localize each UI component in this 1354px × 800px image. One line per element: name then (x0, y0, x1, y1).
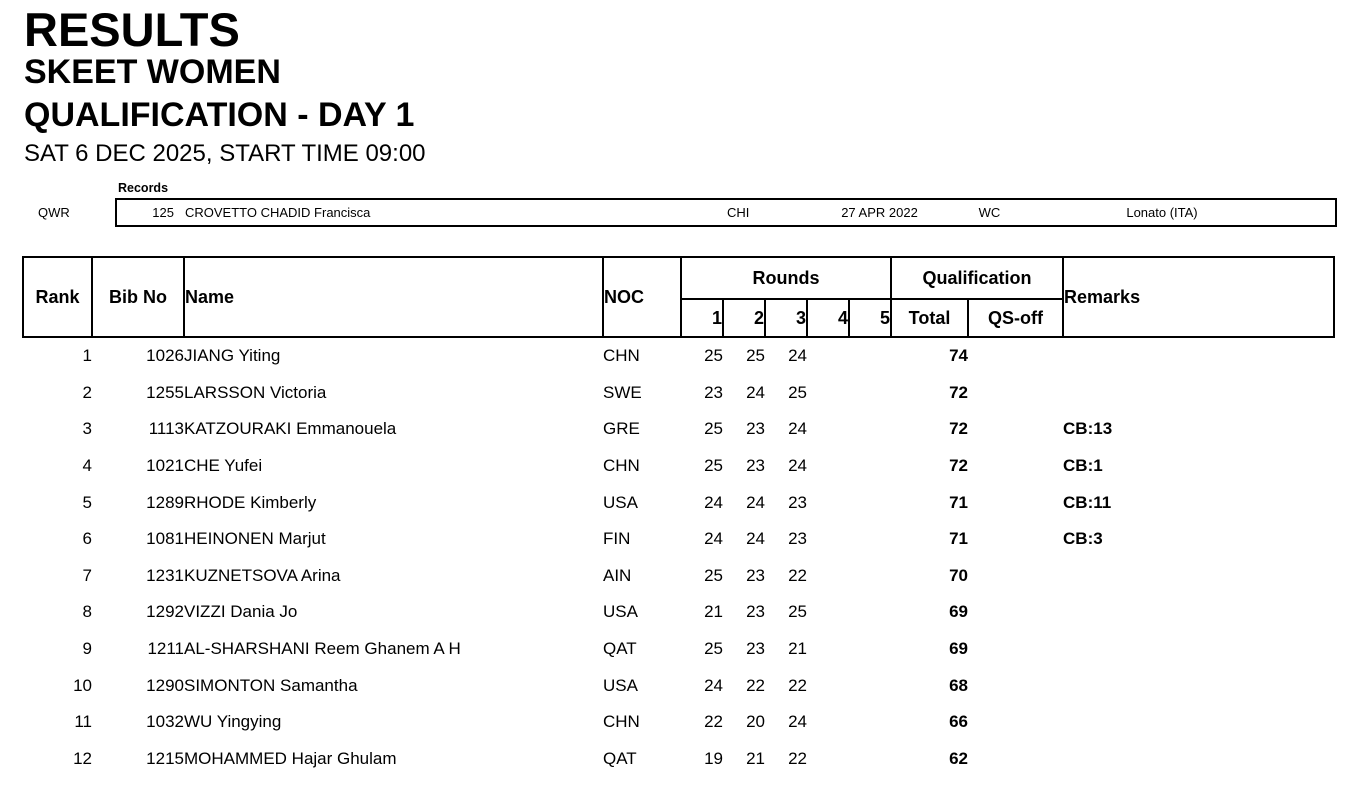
round-3-cell: 23 (788, 492, 807, 512)
column-header-noc: NOC (603, 257, 681, 337)
name-cell: CHE Yufei (184, 456, 263, 476)
results-table (22, 256, 1335, 777)
round-5-cell (849, 741, 891, 778)
round-4-cell (807, 704, 849, 741)
record-score: 125 (152, 205, 174, 220)
name-cell: WU Yingying (184, 712, 282, 732)
bib-cell: 1231 (146, 565, 184, 585)
round-3-cell: 23 (788, 529, 807, 549)
round-2-cell: 20 (746, 712, 765, 732)
page-title: RESULTS (24, 3, 240, 56)
round-5-cell (849, 558, 891, 595)
round-4-cell (807, 558, 849, 595)
round-5-cell (849, 411, 891, 448)
table-row (23, 448, 1334, 485)
round-4-cell (807, 521, 849, 558)
session-datetime: SAT 6 DEC 2025, START TIME 09:00 (24, 140, 426, 167)
column-header-total: Total (891, 299, 968, 337)
round-1-cell: 24 (704, 492, 723, 512)
table-row (23, 704, 1334, 741)
bib-cell: 1211 (147, 639, 184, 659)
total-cell: 72 (949, 382, 969, 402)
bib-cell: 1292 (146, 602, 184, 622)
round-3-cell: 22 (788, 675, 807, 695)
remarks-cell (1063, 337, 1334, 375)
name-cell: LARSSON Victoria (184, 382, 327, 402)
name-cell: KUZNETSOVA Arina (184, 565, 341, 585)
records-label: Records (118, 181, 169, 195)
qsoff-cell (968, 594, 1063, 631)
round-5-cell (849, 337, 891, 375)
record-row (115, 198, 1337, 227)
record-date: 27 APR 2022 (841, 205, 918, 220)
noc-cell: CHN (603, 712, 640, 732)
total-cell: 72 (949, 456, 969, 476)
noc-cell: CHN (603, 346, 640, 366)
rank-cell: 3 (82, 419, 92, 439)
round-3-cell: 25 (788, 602, 807, 622)
column-header-round-1: 1 (681, 299, 723, 337)
bib-cell: 1021 (146, 456, 184, 476)
table-row (23, 411, 1334, 448)
round-4-cell (807, 337, 849, 375)
bib-cell: 1290 (146, 675, 184, 695)
qsoff-cell (968, 484, 1063, 521)
total-cell: 66 (949, 712, 969, 732)
name-cell: RHODE Kimberly (184, 492, 317, 512)
round-5-cell (849, 448, 891, 485)
remarks-cell: CB:11 (1063, 492, 1112, 512)
record-competition: WC (978, 205, 1001, 220)
remarks-cell (1063, 704, 1334, 741)
round-3-cell: 24 (788, 456, 807, 476)
column-header-qsoff: QS-off (968, 299, 1063, 337)
column-group-qualification: Qualification (891, 257, 1063, 299)
column-header-remarks: Remarks (1063, 257, 1334, 337)
round-5-cell (849, 704, 891, 741)
rank-cell: 4 (82, 456, 92, 476)
round-3-cell: 24 (788, 712, 807, 732)
bib-cell: 1215 (146, 748, 184, 768)
table-row (23, 667, 1334, 704)
record-type-label: QWR (38, 205, 70, 220)
record-noc: CHI (727, 205, 750, 220)
bib-cell: 1255 (146, 382, 184, 402)
noc-cell: QAT (603, 748, 637, 768)
remarks-cell (1063, 667, 1334, 704)
table-row (23, 594, 1334, 631)
table-row (23, 558, 1334, 595)
bib-cell: 1113 (148, 419, 184, 439)
round-1-cell: 21 (704, 602, 723, 622)
table-row (23, 741, 1334, 778)
rank-cell: 8 (82, 602, 92, 622)
rank-cell: 7 (82, 565, 92, 585)
noc-cell: FIN (603, 529, 631, 549)
noc-cell: CHN (603, 456, 640, 476)
remarks-cell (1063, 558, 1334, 595)
qsoff-cell (968, 337, 1063, 375)
qsoff-cell (968, 558, 1063, 595)
round-2-cell: 23 (746, 602, 765, 622)
table-row (23, 484, 1334, 521)
rank-cell: 12 (73, 748, 92, 768)
round-4-cell (807, 594, 849, 631)
remarks-cell: CB:13 (1063, 419, 1113, 439)
rank-cell: 6 (82, 529, 92, 549)
round-3-cell: 25 (788, 382, 807, 402)
round-4-cell (807, 375, 849, 412)
total-cell: 70 (949, 565, 969, 585)
name-cell: AL-SHARSHANI Reem Ghanem A H (184, 639, 461, 659)
name-cell: HEINONEN Marjut (184, 529, 326, 549)
remarks-cell (1063, 594, 1334, 631)
qsoff-cell (968, 704, 1063, 741)
table-row (23, 521, 1334, 558)
round-1-cell: 25 (704, 456, 723, 476)
total-cell: 69 (949, 602, 969, 622)
column-header-round-4: 4 (807, 299, 849, 337)
rank-cell: 1 (82, 346, 92, 366)
round-4-cell (807, 484, 849, 521)
noc-cell: AIN (603, 565, 632, 585)
noc-cell: USA (603, 675, 638, 695)
round-1-cell: 25 (704, 565, 723, 585)
round-5-cell (849, 667, 891, 704)
round-5-cell (849, 631, 891, 668)
round-5-cell (849, 521, 891, 558)
event-title: SKEET WOMEN (24, 53, 281, 91)
round-1-cell: 23 (704, 382, 723, 402)
bib-cell: 1081 (146, 529, 184, 549)
round-4-cell (807, 631, 849, 668)
bib-cell: 1026 (146, 346, 184, 366)
noc-cell: GRE (603, 419, 640, 439)
round-4-cell (807, 448, 849, 485)
remarks-cell (1063, 375, 1334, 412)
name-cell: SIMONTON Samantha (184, 675, 358, 695)
remarks-cell (1063, 741, 1334, 778)
rank-cell: 9 (82, 639, 92, 659)
qsoff-cell (968, 375, 1063, 412)
total-cell: 69 (949, 639, 969, 659)
round-2-cell: 21 (746, 748, 765, 768)
column-header-rank: Rank (23, 257, 92, 337)
column-header-round-5: 5 (849, 299, 891, 337)
bib-cell: 1289 (146, 492, 184, 512)
results-body (23, 337, 1334, 777)
total-cell: 71 (949, 492, 969, 512)
remarks-cell: CB:1 (1063, 456, 1103, 476)
column-group-rounds: Rounds (681, 257, 891, 299)
rank-cell: 2 (82, 382, 92, 402)
table-row (23, 631, 1334, 668)
noc-cell: QAT (603, 639, 637, 659)
total-cell: 72 (949, 419, 969, 439)
round-1-cell: 25 (704, 346, 723, 366)
round-3-cell: 22 (788, 748, 807, 768)
round-1-cell: 19 (704, 748, 723, 768)
total-cell: 68 (949, 675, 969, 695)
column-header-name: Name (184, 257, 603, 337)
stage-title: QUALIFICATION - DAY 1 (24, 96, 415, 134)
total-cell: 74 (949, 346, 969, 366)
name-cell: JIANG Yiting (184, 346, 281, 366)
column-header-bib: Bib No (92, 257, 184, 337)
round-4-cell (807, 411, 849, 448)
rank-cell: 11 (74, 712, 92, 732)
round-3-cell: 24 (788, 419, 807, 439)
qsoff-cell (968, 448, 1063, 485)
column-header-round-2: 2 (723, 299, 765, 337)
round-1-cell: 22 (704, 712, 723, 732)
qsoff-cell (968, 741, 1063, 778)
bib-cell: 1032 (146, 712, 184, 732)
qsoff-cell (968, 521, 1063, 558)
total-cell: 71 (949, 529, 969, 549)
column-header-round-3: 3 (765, 299, 807, 337)
round-2-cell: 24 (746, 529, 765, 549)
round-2-cell: 24 (746, 492, 765, 512)
round-4-cell (807, 741, 849, 778)
round-2-cell: 23 (746, 639, 765, 659)
round-1-cell: 24 (704, 529, 723, 549)
round-5-cell (849, 594, 891, 631)
round-3-cell: 22 (788, 565, 807, 585)
round-1-cell: 25 (704, 419, 723, 439)
noc-cell: USA (603, 492, 638, 512)
round-1-cell: 25 (704, 639, 723, 659)
round-1-cell: 24 (704, 675, 723, 695)
table-row (23, 337, 1334, 375)
rank-cell: 5 (82, 492, 92, 512)
record-location: Lonato (ITA) (1126, 205, 1198, 220)
qsoff-cell (968, 631, 1063, 668)
round-3-cell: 24 (788, 346, 807, 366)
table-row (23, 375, 1334, 412)
round-5-cell (849, 375, 891, 412)
name-cell: VIZZI Dania Jo (184, 602, 298, 622)
qsoff-cell (968, 411, 1063, 448)
remarks-cell (1063, 631, 1334, 668)
total-cell: 62 (949, 748, 969, 768)
record-holder-name: CROVETTO CHADID Francisca (185, 205, 371, 220)
round-2-cell: 23 (746, 419, 765, 439)
round-2-cell: 22 (746, 675, 765, 695)
round-2-cell: 23 (746, 456, 765, 476)
round-2-cell: 25 (746, 346, 765, 366)
round-5-cell (849, 484, 891, 521)
round-2-cell: 24 (746, 382, 765, 402)
rank-cell: 10 (73, 675, 92, 695)
round-3-cell: 21 (788, 639, 807, 659)
noc-cell: USA (603, 602, 638, 622)
remarks-cell: CB:3 (1063, 529, 1103, 549)
round-2-cell: 23 (746, 565, 765, 585)
qsoff-cell (968, 667, 1063, 704)
round-4-cell (807, 667, 849, 704)
noc-cell: SWE (603, 382, 642, 402)
name-cell: KATZOURAKI Emmanouela (184, 419, 397, 439)
name-cell: MOHAMMED Hajar Ghulam (184, 748, 397, 768)
